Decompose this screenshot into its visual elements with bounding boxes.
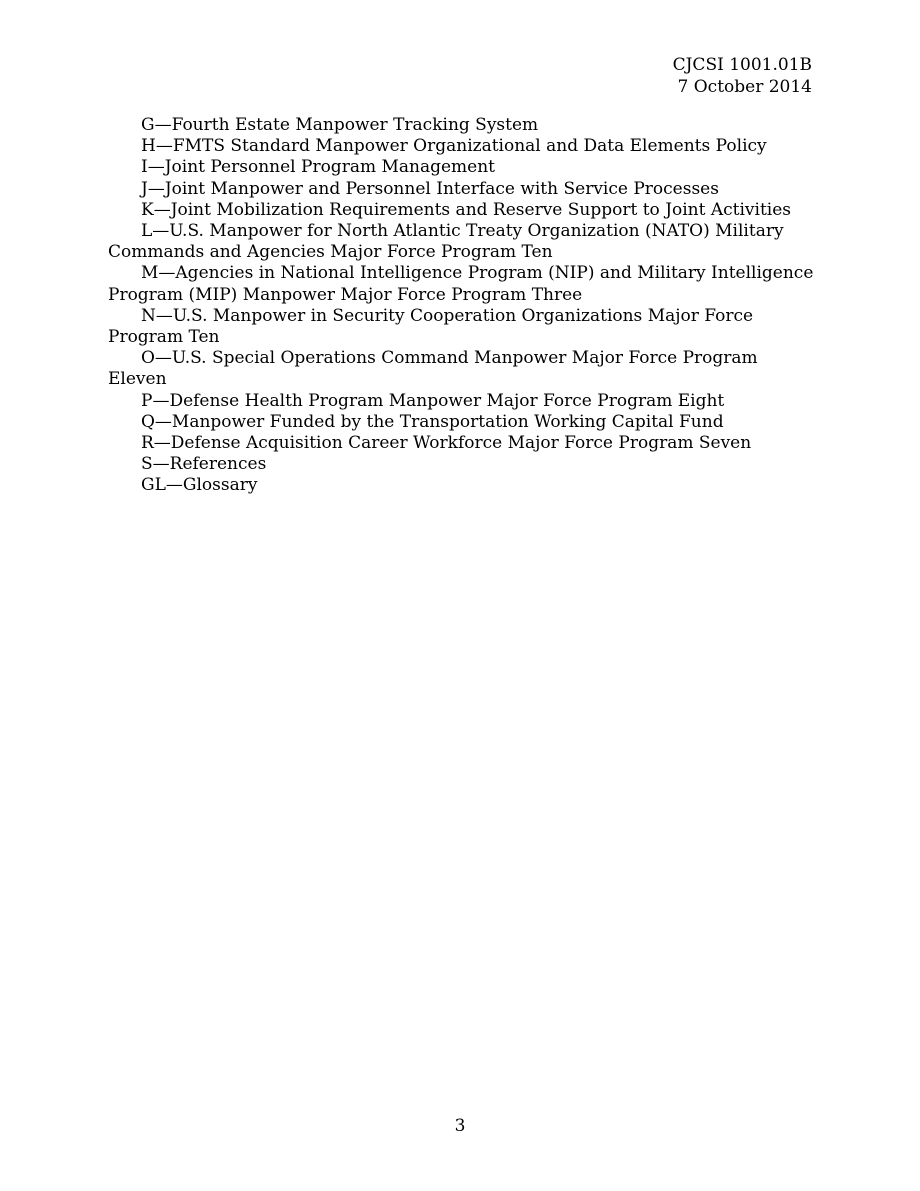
list-item-continuation: Eleven — [108, 369, 167, 390]
document-number: CJCSI 1001.01B — [672, 55, 812, 75]
list-item — [108, 454, 818, 475]
list-item-continuation: Commands and Agencies Major Force Program Ten — [108, 242, 553, 263]
list-item-text: Q—Manpower Funded by the Transportation Working Capital Fund — [141, 411, 724, 432]
list-item-continuation: Program (MIP) Manpower Major Force Program Three — [108, 284, 583, 305]
list-item — [108, 115, 818, 136]
document-date: 7 October 2014 — [677, 76, 812, 97]
list-item — [108, 391, 818, 412]
list-item-text: P—Defense Health Program Manpower Major Force Program Eight — [141, 390, 725, 411]
page-number: 3 — [454, 1116, 466, 1136]
list-item — [108, 412, 818, 433]
list-item — [108, 306, 818, 348]
list-item-text: K—Joint Mobilization Requirements and Reserve Support to Joint Activities — [141, 199, 792, 220]
list-item — [108, 200, 818, 221]
list-item-text: S—References — [141, 454, 267, 475]
page-header — [673, 55, 812, 98]
list-item — [108, 179, 818, 200]
list-item — [108, 475, 818, 496]
list-item — [108, 263, 818, 305]
enclosure-list — [108, 115, 818, 497]
list-item-text: M—Agencies in National Intelligence Program (NIP) and Military Intelligence — [141, 263, 814, 284]
list-item — [108, 157, 818, 178]
list-item-text: GL—Glossary — [141, 475, 258, 496]
list-item-text: G—Fourth Estate Manpower Tracking System — [141, 115, 539, 135]
list-item-text: L—U.S. Manpower for North Atlantic Treaty Organization (NATO) Military — [141, 221, 784, 242]
list-item — [108, 136, 818, 157]
list-item-text: O—U.S. Special Operations Command Manpower Major Force Program — [141, 348, 758, 369]
list-item — [108, 433, 818, 454]
list-item-text: J—Joint Manpower and Personnel Interface with Service Processes — [141, 178, 719, 199]
list-item-text: I—Joint Personnel Program Management — [141, 157, 496, 178]
list-item — [108, 348, 818, 390]
list-item-text: N—U.S. Manpower in Security Cooperation Organizations Major Force — [141, 305, 754, 326]
list-item — [108, 221, 818, 263]
list-item-text: R—Defense Acquisition Career Workforce Major Force Program Seven — [141, 433, 752, 454]
list-item-continuation: Program Ten — [108, 327, 220, 348]
list-item-text: H—FMTS Standard Manpower Organizational and Data Elements Policy — [141, 136, 767, 157]
